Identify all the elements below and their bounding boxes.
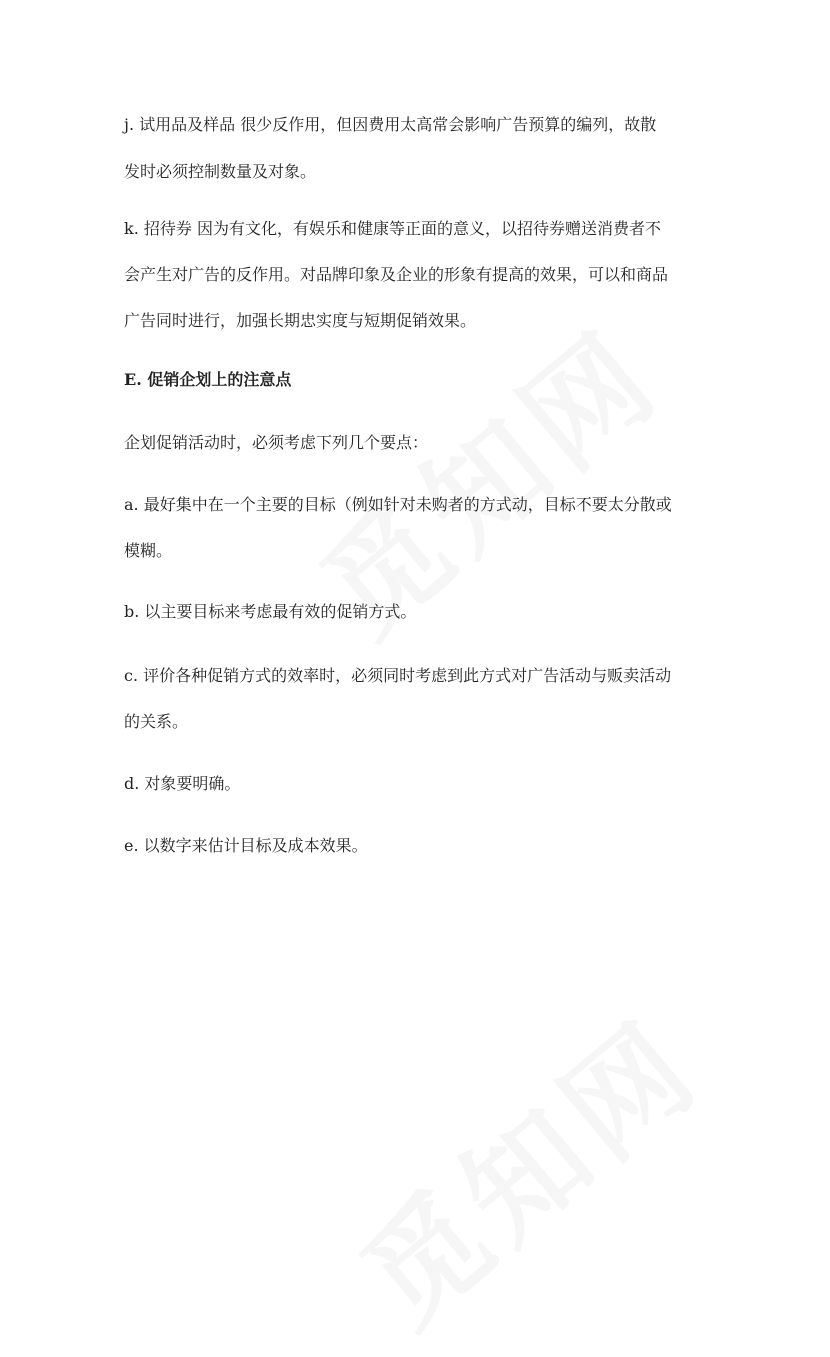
list-item-c-line: 的关系。: [124, 712, 189, 731]
paragraph-k-line: 会产生对广告的反作用。对品牌印象及企业的形象有提高的效果，可以和商品: [124, 265, 669, 284]
section-heading: E. 促销企划上的注意点: [124, 370, 292, 389]
paragraph-j-line: 发时必须控制数量及对象。: [124, 162, 317, 181]
list-item-a-line: a. 最好集中在一个主要的目标（例如针对未购者的方式动，目标不要太分散或: [124, 495, 672, 514]
paragraph-k-line: 广告同时进行，加强长期忠实度与短期促销效果。: [124, 311, 477, 330]
list-item-b: b. 以主要目标来考虑最有效的促销方式。: [124, 602, 417, 621]
paragraph-k-line: k. 招待券 因为有文化，有娱乐和健康等正面的意义，以招待券赠送消费者不: [124, 219, 661, 238]
intro-paragraph: 企划促销活动时，必须考虑下列几个要点：: [124, 433, 429, 452]
watermark: [320, 975, 729, 1357]
list-item-a-line: 模糊。: [124, 541, 173, 560]
list-item-c-line: c. 评价各种促销方式的效率时，必须同时考虑到此方式对广告活动与贩卖活动: [124, 666, 672, 685]
list-item-e: e. 以数字来估计目标及成本效果。: [124, 836, 368, 855]
paragraph-j-line: j. 试用品及样品 很少反作用，但因费用太高常会影响广告预算的编列，故散: [124, 115, 657, 134]
list-item-d: d. 对象要明确。: [124, 774, 241, 793]
